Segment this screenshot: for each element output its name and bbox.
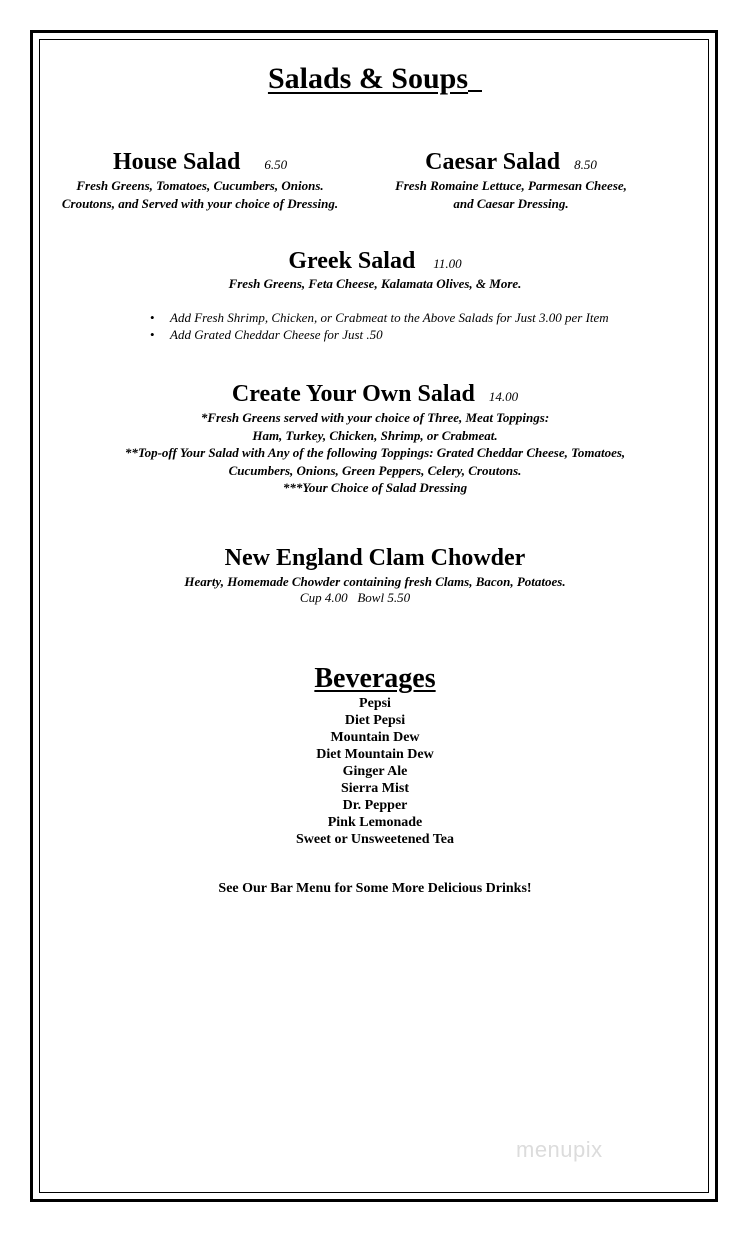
greek-salad-price: 11.00 — [433, 256, 462, 271]
beverage-item: Pepsi — [359, 696, 391, 711]
beverage-item: Ginger Ale — [342, 764, 408, 779]
caesar-salad-desc-line: and Caesar Dressing. — [453, 196, 569, 211]
bullet-icon: • — [150, 327, 155, 342]
beverages-title: Beverages — [314, 663, 436, 694]
create-salad-price: 14.00 — [488, 389, 519, 404]
beverage-item: Dr. Pepper — [342, 798, 408, 813]
house-salad-desc-line: Croutons, and Served with your choice of Dressing. — [61, 196, 339, 211]
beverage-item: Diet Mountain Dew — [316, 747, 434, 762]
create-salad-description — [0, 409, 750, 497]
beverage-item: Mountain Dew — [330, 730, 420, 745]
house-salad-price: 6.50 — [264, 157, 288, 172]
bar-menu-note: See Our Bar Menu for Some More Delicious Drinks! — [218, 881, 532, 896]
menupix-watermark: menupix — [516, 1137, 603, 1162]
create-salad-name: Create Your Own Salad — [231, 381, 475, 407]
beverage-item: Sweet or Unsweetened Tea — [295, 832, 454, 847]
salad-addons-list — [150, 309, 609, 343]
greek-salad-heading — [0, 248, 750, 275]
create-salad-desc-line: ***Your Choice of Salad Dressing — [282, 480, 468, 495]
chowder-description: Hearty, Homemade Chowder containing fresh Clams, Bacon, Potatoes. — [184, 574, 566, 589]
create-salad-desc-line: Cucumbers, Onions, Green Peppers, Celery, Croutons. — [228, 462, 522, 478]
house-salad-heading — [35, 149, 365, 176]
chowder-heading — [0, 545, 750, 572]
create-salad-desc-line: *Fresh Greens served with your choice of Three, Meat Toppings: — [200, 410, 550, 425]
chowder-sizes: Cup 4.00 Bowl 5.50 — [299, 590, 411, 605]
house-salad-desc-line: Fresh Greens, Tomatoes, Cucumbers, Onions. — [76, 178, 324, 193]
caesar-salad-description — [346, 177, 676, 213]
greek-salad-description: Fresh Greens, Feta Cheese, Kalamata Olives, & More. — [228, 276, 522, 291]
create-salad-desc-line: Ham, Turkey, Chicken, Shrimp, or Crabmeat. — [252, 427, 498, 443]
caesar-salad-desc-line: Fresh Romaine Lettuce, Parmesan Cheese, — [395, 178, 627, 193]
create-salad-desc-line: **Top-off Your Salad with Any of the following Toppings: Grated Cheddar Cheese, Tomatoes, — [124, 445, 626, 460]
caesar-salad-price: 8.50 — [574, 157, 597, 172]
bullet-icon: • — [150, 310, 155, 325]
addon-text: Add Grated Cheddar Cheese for Just .50 — [170, 327, 383, 342]
greek-salad-name: Greek Salad — [288, 248, 416, 274]
addon-text: Add Fresh Shrimp, Chicken, or Crabmeat to the Above Salads for Just 3.00 per Item — [170, 310, 609, 325]
beverage-item: Pink Lemonade — [327, 815, 423, 830]
beverages-list — [0, 695, 750, 848]
beverage-item: Diet Pepsi — [344, 713, 406, 728]
page-title: Salads & Soups — [0, 62, 750, 96]
addon-item — [150, 309, 609, 326]
beverage-item: Sierra Mist — [340, 781, 410, 796]
chowder-name: New England Clam Chowder — [224, 545, 526, 571]
addon-item — [150, 326, 609, 343]
house-salad-description — [35, 177, 365, 213]
caesar-salad-name: Caesar Salad — [425, 149, 561, 175]
create-salad-heading — [0, 381, 750, 408]
caesar-salad-heading — [346, 149, 676, 176]
house-salad-name: House Salad — [112, 149, 241, 175]
